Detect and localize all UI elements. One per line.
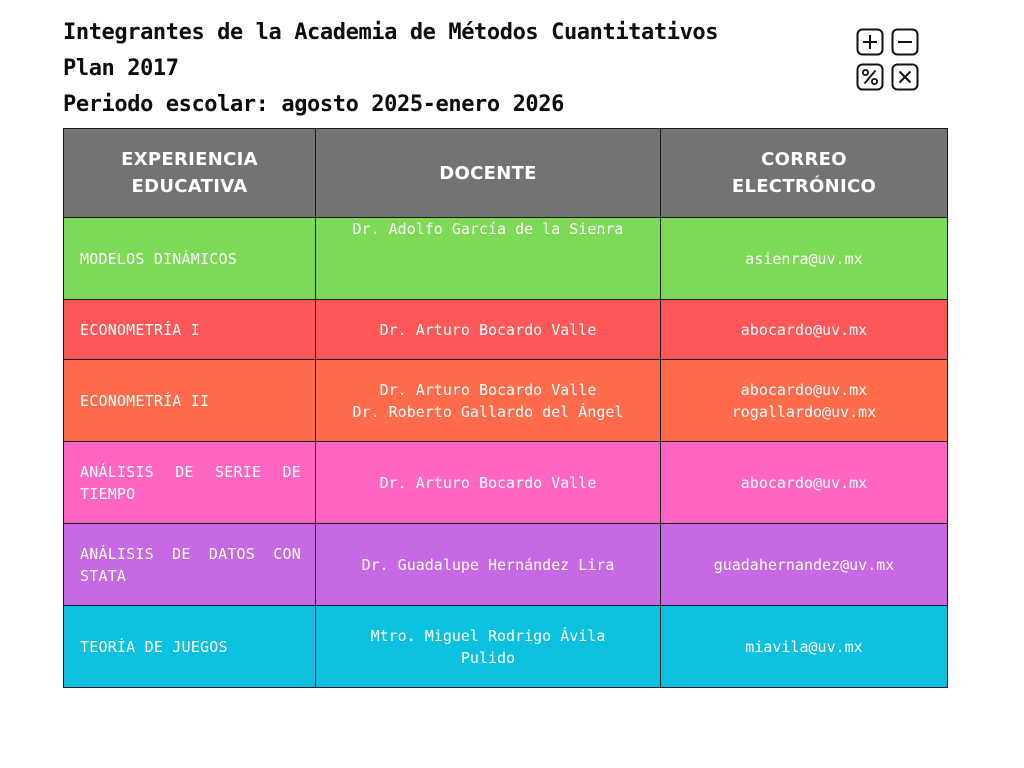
table-row xyxy=(64,300,948,360)
period-label: Periodo escolar: agosto 2025-enero 2026 xyxy=(63,92,564,117)
table-header-row xyxy=(64,129,948,218)
column-header-teacher: DOCENTE xyxy=(316,129,661,218)
percent-icon xyxy=(856,63,884,91)
plus-icon xyxy=(856,28,884,56)
page-title: Integrantes de la Academia de Métodos Cuantitativos xyxy=(63,20,719,45)
table-row xyxy=(64,606,948,688)
academy-members-table xyxy=(63,128,948,688)
subject-cell: ANÁLISIS DE DATOS CON STATA xyxy=(64,524,316,606)
multiply-icon xyxy=(891,63,919,91)
email-cell: abocardo@uv.mx rogallardo@uv.mx xyxy=(661,360,948,442)
column-header-subject: EXPERIENCIA EDUCATIVA xyxy=(64,129,316,218)
calculator-icons xyxy=(856,28,920,92)
table-row xyxy=(64,218,948,300)
teacher-cell: Dr. Arturo Bocardo Valle Dr. Roberto Gallardo del Ángel xyxy=(316,360,661,442)
email-cell: guadahernandez@uv.mx xyxy=(661,524,948,606)
email-cell: miavila@uv.mx xyxy=(661,606,948,688)
plan-label: Plan 2017 xyxy=(63,56,179,81)
email-cell: asienra@uv.mx xyxy=(661,218,948,300)
teacher-cell: Dr. Adolfo García de la Sienra xyxy=(316,218,661,300)
subject-cell: ECONOMETRÍA I xyxy=(64,300,316,360)
subject-cell: ECONOMETRÍA II xyxy=(64,360,316,442)
minus-icon xyxy=(891,28,919,56)
teacher-cell: Dr. Guadalupe Hernández Lira xyxy=(316,524,661,606)
teacher-cell: Dr. Arturo Bocardo Valle xyxy=(316,442,661,524)
teacher-cell: Mtro. Miguel Rodrigo Ávila Pulido xyxy=(316,606,661,688)
page-header xyxy=(63,18,718,126)
table-row xyxy=(64,524,948,606)
table-row xyxy=(64,442,948,524)
teacher-cell: Dr. Arturo Bocardo Valle xyxy=(316,300,661,360)
subject-cell: MODELOS DINÁMICOS xyxy=(64,218,316,300)
column-header-email: CORREO ELECTRÓNICO xyxy=(661,129,948,218)
email-cell: abocardo@uv.mx xyxy=(661,300,948,360)
table-row xyxy=(64,360,948,442)
subject-cell: TEORÍA DE JUEGOS xyxy=(64,606,316,688)
subject-cell: ANÁLISIS DE SERIE DE TIEMPO xyxy=(64,442,316,524)
email-cell: abocardo@uv.mx xyxy=(661,442,948,524)
